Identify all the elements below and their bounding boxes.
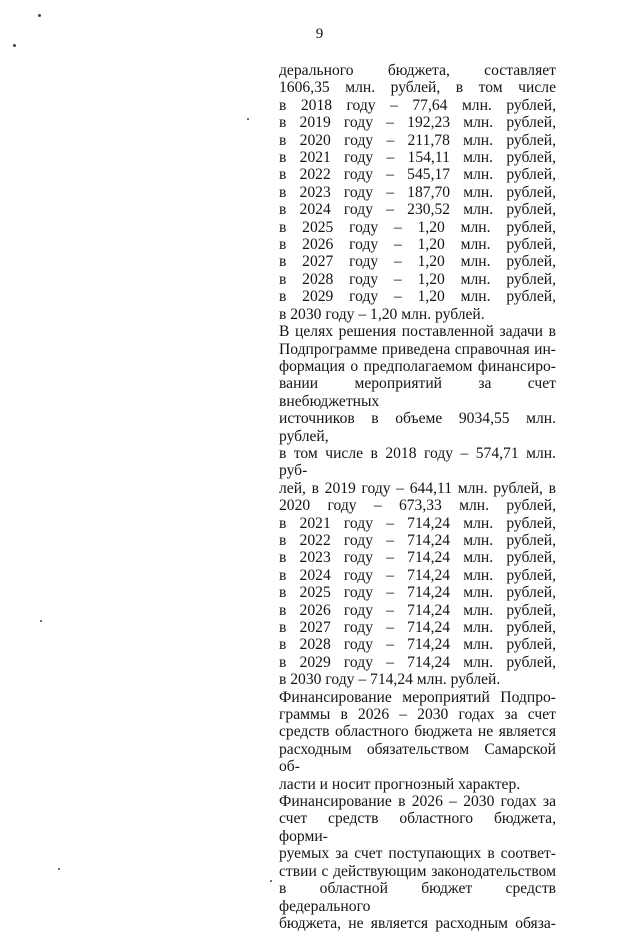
text-line: в 2020 году – 211,78 млн. рублей, bbox=[279, 131, 556, 149]
text-line: Подпрограмме приведена справочная ин- bbox=[279, 340, 556, 358]
text-line: формация о предполагаемом финансиро- bbox=[279, 357, 556, 375]
text-line: источников в объеме 9034,55 млн. рублей, bbox=[279, 410, 556, 445]
text-line: в 2018 году – 77,64 млн. рублей, bbox=[279, 96, 556, 114]
text-line: счет средств областного бюджета, форми- bbox=[279, 810, 556, 845]
text-line: в 2022 году – 545,17 млн. рублей, bbox=[279, 166, 556, 184]
text-line: 1606,35 млн. рублей, в том числе bbox=[279, 79, 556, 97]
text-line: в том числе в 2018 году – 574,71 млн. руб- bbox=[279, 444, 556, 480]
text-line: в 2026 году – 1,20 млн. рублей, bbox=[279, 236, 556, 254]
document-body bbox=[279, 62, 556, 932]
scan-speck bbox=[40, 620, 42, 622]
text-line: руемых за счет поступающих в соответ- bbox=[279, 845, 556, 863]
page-number: 9 bbox=[315, 26, 324, 42]
text-line: в 2022 году – 714,24 млн. рублей, bbox=[279, 531, 556, 549]
text-line: в 2021 году – 154,11 млн. рублей, bbox=[279, 149, 556, 167]
text-line: в 2021 году – 714,24 млн. рублей, bbox=[279, 514, 556, 532]
text-line: расходным обязательством Самарской об- bbox=[279, 740, 556, 776]
text-line: ласти и носит прогнозный характер. bbox=[279, 775, 521, 793]
paragraph-regional-budget-federal-funds bbox=[279, 793, 556, 932]
text-line: в 2030 году – 1,20 млн. рублей. bbox=[279, 305, 485, 323]
text-line: в 2023 году – 187,70 млн. рублей, bbox=[279, 183, 556, 201]
text-line: Финансирование в 2026 – 2030 годах за bbox=[279, 793, 556, 811]
paragraph-regional-budget-forecast bbox=[279, 689, 556, 793]
text-line: в 2027 году – 714,24 млн. рублей, bbox=[279, 619, 556, 636]
text-line: в 2029 году – 1,20 млн. рублей, bbox=[279, 288, 556, 306]
text-line: в 2019 году – 192,23 млн. рублей, bbox=[279, 114, 556, 132]
scan-speck bbox=[38, 14, 41, 17]
text-line: Финансирование мероприятий Подпро- bbox=[279, 688, 556, 706]
scan-speck bbox=[247, 118, 249, 120]
text-line: в 2025 году – 714,24 млн. рублей, bbox=[279, 584, 556, 602]
scan-speck bbox=[58, 868, 60, 870]
text-line: средств областного бюджета не является bbox=[279, 723, 556, 741]
scan-speck bbox=[13, 44, 16, 47]
paragraph-extrabudgetary-sources bbox=[279, 323, 556, 689]
text-line: в 2027 году – 1,20 млн. рублей, bbox=[279, 253, 556, 271]
text-line: дерального бюджета, составляет bbox=[279, 62, 556, 79]
text-line: в областной бюджет средств федерального bbox=[279, 880, 556, 915]
text-line: вании мероприятий за счет внебюджетных bbox=[279, 375, 556, 410]
text-line: в 2029 году – 714,24 млн. рублей, bbox=[279, 653, 556, 671]
text-line: в 2028 году – 1,20 млн. рублей, bbox=[279, 270, 556, 288]
text-line: лей, в 2019 году – 644,11 млн. рублей, в bbox=[279, 479, 556, 497]
scan-speck bbox=[270, 880, 272, 882]
text-line: в 2028 году – 714,24 млн. рублей, bbox=[279, 636, 556, 654]
text-line: В целях решения поставленной задачи в bbox=[279, 323, 556, 341]
text-line: граммы в 2026 – 2030 годах за счет bbox=[279, 706, 556, 724]
text-line: бюджета, не является расходным обяза- bbox=[279, 914, 556, 932]
text-line: в 2025 году – 1,20 млн. рублей, bbox=[279, 218, 556, 236]
text-line: в 2024 году – 230,52 млн. рублей, bbox=[279, 201, 556, 219]
text-line: в 2026 году – 714,24 млн. рублей, bbox=[279, 601, 556, 619]
text-line: ствии с действующим законодательством bbox=[279, 862, 556, 880]
paragraph-federal-budget bbox=[279, 62, 556, 323]
text-line: в 2023 году – 714,24 млн. рублей, bbox=[279, 549, 556, 567]
text-line: 2020 году – 673,33 млн. рублей, bbox=[279, 497, 556, 515]
text-line: в 2030 году – 714,24 млн. рублей. bbox=[279, 671, 501, 689]
text-line: в 2024 году – 714,24 млн. рублей, bbox=[279, 566, 556, 584]
